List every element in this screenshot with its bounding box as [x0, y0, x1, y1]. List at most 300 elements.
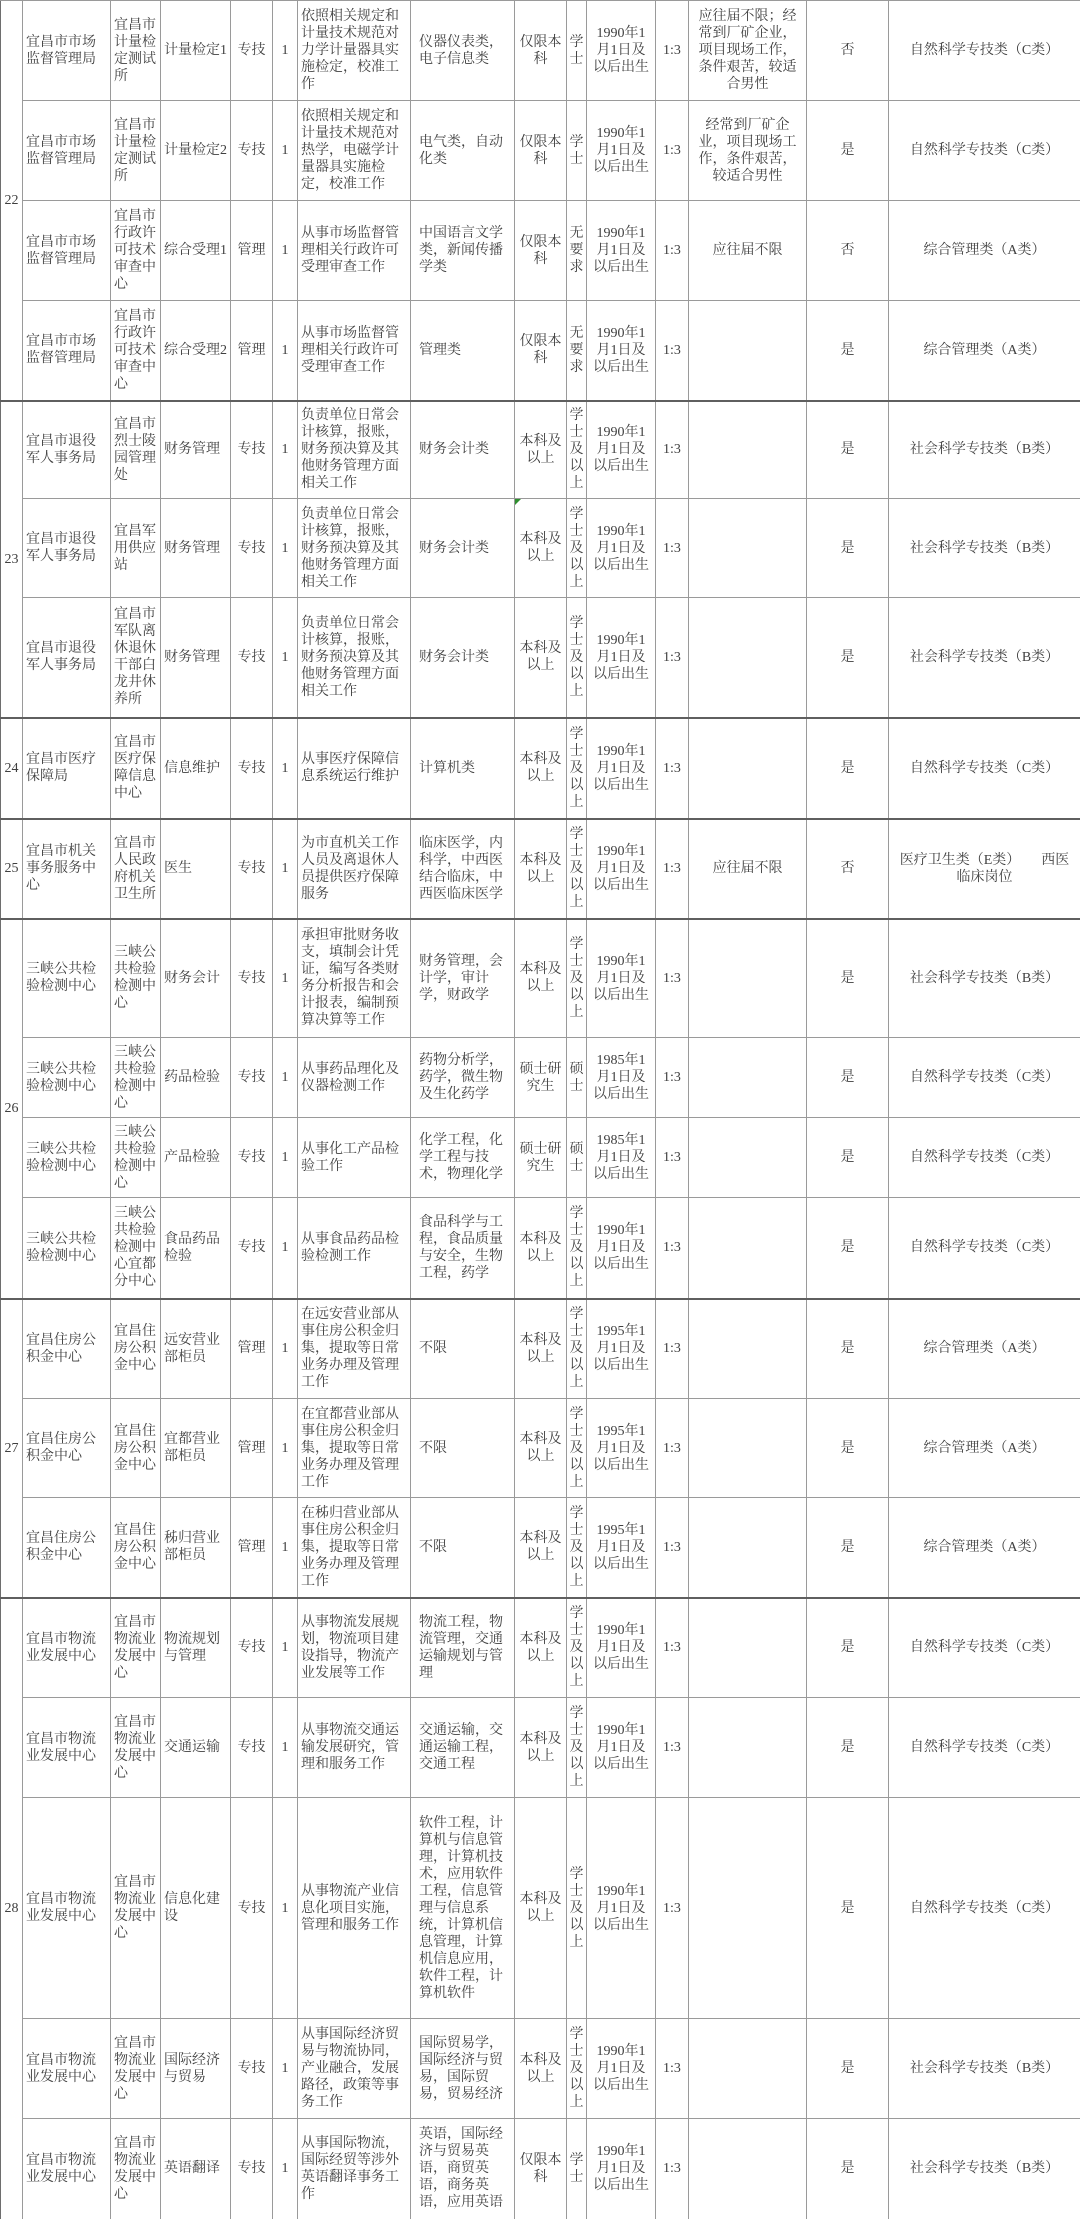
cell-other [689, 2119, 807, 2219]
cell-type: 专技 [231, 499, 273, 598]
table-row [1, 1399, 1080, 1498]
cell-pos: 信息化建设 [161, 1798, 231, 2019]
table-row [1, 1038, 1080, 1118]
cell-num: 1 [273, 201, 298, 301]
cell-degree: 学士及以上 [567, 2019, 587, 2119]
cell-birth: 1990年1月1日及以后出生 [587, 301, 656, 401]
cell-duty: 依照相关规定和计量技术规范对热学，电磁学计量器具实施检定，校准工作 [298, 101, 411, 201]
cell-major: 药物分析学，药学，微生物及生化药学 [411, 1038, 515, 1118]
cell-birth: 1995年1月1日及以后出生 [587, 1498, 656, 1598]
cell-edu: 本科及以上 [515, 1399, 567, 1498]
table-row [1, 401, 1080, 499]
cell-cat: 自然科学专技类（C类） [889, 1198, 1080, 1299]
cell-birth: 1990年1月1日及以后出生 [587, 819, 656, 919]
row-group-number: 28 [1, 1598, 23, 2219]
table-row [1, 1798, 1080, 2019]
cell-other: 应往届不限；经常到厂矿企业，项目现场工作，条件艰苦，较适合男性 [689, 1, 807, 101]
cell-unit: 宜昌市计量检定测试所 [111, 101, 161, 201]
cell-duty: 从事市场监督管理相关行政许可受理审查工作 [298, 301, 411, 401]
cell-major: 物流工程，物流管理，交通运输规划与管理 [411, 1598, 515, 1698]
cell-birth: 1990年1月1日及以后出生 [587, 401, 656, 499]
cell-num: 1 [273, 499, 298, 598]
cell-type: 管理 [231, 201, 273, 301]
cell-cat: 综合管理类（A类） [889, 1399, 1080, 1498]
cell-cat: 自然科学专技类（C类） [889, 1038, 1080, 1118]
cell-birth: 1990年1月1日及以后出生 [587, 1798, 656, 2019]
cell-edu: 本科及以上 [515, 499, 567, 598]
cell-edu: 本科及以上 [515, 598, 567, 718]
table-row [1, 1198, 1080, 1299]
cell-dept: 宜昌市机关事务服务中心 [23, 819, 111, 919]
cell-type: 专技 [231, 718, 273, 819]
cell-type: 专技 [231, 1118, 273, 1198]
cell-pos: 药品检验 [161, 1038, 231, 1118]
cell-pos: 财务管理 [161, 401, 231, 499]
cell-degree: 学士 [567, 101, 587, 201]
cell-pos: 秭归营业部柜员 [161, 1498, 231, 1598]
cell-num: 1 [273, 718, 298, 819]
cell-ratio: 1:3 [656, 1598, 689, 1698]
row-group-number: 24 [1, 718, 23, 819]
cell-num: 1 [273, 598, 298, 718]
cell-type: 管理 [231, 1498, 273, 1598]
cell-birth: 1990年1月1日及以后出生 [587, 2019, 656, 2119]
cell-pos: 远安营业部柜员 [161, 1299, 231, 1399]
cell-ratio: 1:3 [656, 1798, 689, 2019]
cell-duty: 从事物流产业信息化项目实施，管理和服务工作 [298, 1798, 411, 2019]
cell-dept: 宜昌市市场监督管理局 [23, 201, 111, 301]
cell-dept: 三峡公共检验检测中心 [23, 919, 111, 1038]
table-row [1, 1299, 1080, 1399]
cell-num: 1 [273, 1698, 298, 1798]
cell-num: 1 [273, 919, 298, 1038]
cell-dept: 宜昌市市场监督管理局 [23, 101, 111, 201]
cell-num: 1 [273, 401, 298, 499]
cell-num: 1 [273, 1, 298, 101]
cell-birth: 1995年1月1日及以后出生 [587, 1299, 656, 1399]
cell-duty: 在远安营业部从事住房公积金归集，提取等日常业务办理及管理工作 [298, 1299, 411, 1399]
cell-cat: 社会科学专技类（B类） [889, 919, 1080, 1038]
cell-pos: 宜都营业部柜员 [161, 1399, 231, 1498]
cell-dept: 三峡公共检验检测中心 [23, 1118, 111, 1198]
cell-other [689, 2019, 807, 2119]
cell-birth: 1985年1月1日及以后出生 [587, 1118, 656, 1198]
cell-type: 专技 [231, 919, 273, 1038]
cell-type: 专技 [231, 2019, 273, 2119]
table-row [1, 1498, 1080, 1598]
cell-unit: 三峡公共检验检测中心 [111, 1118, 161, 1198]
cell-type: 专技 [231, 401, 273, 499]
cell-num: 1 [273, 101, 298, 201]
cell-type: 专技 [231, 1198, 273, 1299]
cell-ratio: 1:3 [656, 919, 689, 1038]
cell-degree: 学士及以上 [567, 598, 587, 718]
cell-ratio: 1:3 [656, 1399, 689, 1498]
cell-flag: 是 [807, 2019, 889, 2119]
cell-other [689, 919, 807, 1038]
cell-major: 计算机类 [411, 718, 515, 819]
cell-ratio: 1:3 [656, 301, 689, 401]
cell-num: 1 [273, 2019, 298, 2119]
table-row [1, 1698, 1080, 1798]
cell-num: 1 [273, 1118, 298, 1198]
cell-flag: 是 [807, 1498, 889, 1598]
cell-birth: 1990年1月1日及以后出生 [587, 1198, 656, 1299]
cell-unit: 宜昌市行政许可技术审查中心 [111, 301, 161, 401]
cell-duty: 负责单位日常会计核算，报账，财务预决算及其他财务管理方面相关工作 [298, 598, 411, 718]
cell-other [689, 1598, 807, 1698]
cell-edu: 硕士研究生 [515, 1118, 567, 1198]
cell-dept: 宜昌市医疗保障局 [23, 718, 111, 819]
cell-unit: 宜昌市物流业发展中心 [111, 1598, 161, 1698]
cell-unit: 三峡公共检验检测中心宜都分中心 [111, 1198, 161, 1299]
cell-dept: 宜昌市退役军人事务局 [23, 598, 111, 718]
cell-dept: 宜昌市物流业发展中心 [23, 1598, 111, 1698]
cell-birth: 1985年1月1日及以后出生 [587, 1038, 656, 1118]
cell-dept: 三峡公共检验检测中心 [23, 1198, 111, 1299]
cell-birth: 1990年1月1日及以后出生 [587, 201, 656, 301]
cell-num: 1 [273, 1038, 298, 1118]
cell-degree: 学士及以上 [567, 919, 587, 1038]
cell-major: 财务会计类 [411, 499, 515, 598]
cell-duty: 负责单位日常会计核算，报账，财务预决算及其他财务管理方面相关工作 [298, 499, 411, 598]
cell-flag: 是 [807, 1299, 889, 1399]
cell-ratio: 1:3 [656, 201, 689, 301]
cell-other [689, 1198, 807, 1299]
cell-edu: 仅限本科 [515, 2119, 567, 2219]
cell-dept: 宜昌住房公积金中心 [23, 1299, 111, 1399]
table-row [1, 499, 1080, 598]
cell-birth: 1990年1月1日及以后出生 [587, 101, 656, 201]
cell-degree: 学士 [567, 1, 587, 101]
table-row [1, 101, 1080, 201]
cell-other [689, 1299, 807, 1399]
cell-other [689, 1698, 807, 1798]
cell-pos: 英语翻译 [161, 2119, 231, 2219]
cell-other [689, 401, 807, 499]
cell-duty: 从事物流交通运输发展研究，管理和服务工作 [298, 1698, 411, 1798]
cell-unit: 三峡公共检验检测中心 [111, 919, 161, 1038]
cell-pos: 财务管理 [161, 598, 231, 718]
cell-edu: 本科及以上 [515, 1698, 567, 1798]
cell-other [689, 718, 807, 819]
cell-edu: 本科及以上 [515, 401, 567, 499]
cell-unit: 宜昌市行政许可技术审查中心 [111, 201, 161, 301]
cell-ratio: 1:3 [656, 598, 689, 718]
cell-birth: 1990年1月1日及以后出生 [587, 1598, 656, 1698]
cell-other [689, 1038, 807, 1118]
table-row [1, 201, 1080, 301]
table-row [1, 819, 1080, 919]
cell-major: 食品科学与工程，食品质量与安全，生物工程，药学 [411, 1198, 515, 1299]
cell-flag: 是 [807, 1198, 889, 1299]
cell-ratio: 1:3 [656, 499, 689, 598]
cell-cat: 自然科学专技类（C类） [889, 1798, 1080, 2019]
cell-dept: 宜昌市退役军人事务局 [23, 401, 111, 499]
cell-flag: 是 [807, 598, 889, 718]
cell-degree: 学士及以上 [567, 1798, 587, 2019]
cell-flag: 是 [807, 499, 889, 598]
cell-cat: 自然科学专技类（C类） [889, 1, 1080, 101]
cell-edu: 本科及以上 [515, 718, 567, 819]
cell-degree: 学士及以上 [567, 1299, 587, 1399]
cell-pos: 物流规划与管理 [161, 1598, 231, 1698]
cell-edu: 仅限本科 [515, 301, 567, 401]
cell-degree: 学士及以上 [567, 499, 587, 598]
cell-major: 电气类，自动化类 [411, 101, 515, 201]
cell-other [689, 1118, 807, 1198]
cell-flag: 是 [807, 1118, 889, 1198]
cell-ratio: 1:3 [656, 1, 689, 101]
cell-major: 化学工程，化学工程与技术，物理化学 [411, 1118, 515, 1198]
cell-major: 仪器仪表类，电子信息类 [411, 1, 515, 101]
cell-duty: 从事食品药品检验检测工作 [298, 1198, 411, 1299]
table-row [1, 2119, 1080, 2219]
cell-edu: 本科及以上 [515, 1798, 567, 2019]
cell-other [689, 1798, 807, 2019]
cell-birth: 1990年1月1日及以后出生 [587, 1, 656, 101]
cell-duty: 从事国际经济贸易与物流协同，产业融合，发展路径，政策等事务工作 [298, 2019, 411, 2119]
cell-major: 不限 [411, 1299, 515, 1399]
cell-num: 1 [273, 1598, 298, 1698]
cell-major: 中国语言文学类，新闻传播学类 [411, 201, 515, 301]
cell-degree: 硕士 [567, 1118, 587, 1198]
cell-unit: 宜昌住房公积金中心 [111, 1498, 161, 1598]
cell-duty: 在秭归营业部从事住房公积金归集，提取等日常业务办理及管理工作 [298, 1498, 411, 1598]
cell-birth: 1995年1月1日及以后出生 [587, 1399, 656, 1498]
cell-ratio: 1:3 [656, 101, 689, 201]
cell-edu: 本科及以上 [515, 2019, 567, 2119]
table-row [1, 718, 1080, 819]
cell-num: 1 [273, 1399, 298, 1498]
cell-unit: 宜昌市军队离休退休干部白龙井休养所 [111, 598, 161, 718]
cell-cat: 社会科学专技类（B类） [889, 2019, 1080, 2119]
cell-ratio: 1:3 [656, 401, 689, 499]
cell-pos: 计量检定2 [161, 101, 231, 201]
cell-dept: 宜昌住房公积金中心 [23, 1498, 111, 1598]
cell-cat: 综合管理类（A类） [889, 301, 1080, 401]
row-group-number: 26 [1, 919, 23, 1299]
table-body [1, 1, 1080, 2219]
cell-type: 专技 [231, 1798, 273, 2019]
cell-flag: 否 [807, 201, 889, 301]
cell-duty: 为市直机关工作人员及离退休人员提供医疗保障服务 [298, 819, 411, 919]
cell-dept: 宜昌市市场监督管理局 [23, 1, 111, 101]
cell-unit: 宜昌市物流业发展中心 [111, 1798, 161, 2019]
cell-unit: 宜昌军用供应站 [111, 499, 161, 598]
cell-unit: 宜昌市人民政府机关卫生所 [111, 819, 161, 919]
table-row [1, 301, 1080, 401]
cell-cat: 自然科学专技类（C类） [889, 1698, 1080, 1798]
cell-pos: 财务会计 [161, 919, 231, 1038]
cell-pos: 综合受理2 [161, 301, 231, 401]
cell-cat: 综合管理类（A类） [889, 1498, 1080, 1598]
cell-type: 管理 [231, 1299, 273, 1399]
cell-num: 1 [273, 1798, 298, 2019]
cell-type: 专技 [231, 101, 273, 201]
row-group-number: 25 [1, 819, 23, 919]
cell-unit: 宜昌市物流业发展中心 [111, 2119, 161, 2219]
cell-cat: 社会科学专技类（B类） [889, 401, 1080, 499]
cell-major: 财务会计类 [411, 598, 515, 718]
cell-birth: 1990年1月1日及以后出生 [587, 2119, 656, 2219]
cell-ratio: 1:3 [656, 1118, 689, 1198]
cell-cat: 社会科学专技类（B类） [889, 499, 1080, 598]
cell-duty: 从事医疗保障信息系统运行维护 [298, 718, 411, 819]
cell-duty: 负责单位日常会计核算，报账，财务预决算及其他财务管理方面相关工作 [298, 401, 411, 499]
table-row [1, 2019, 1080, 2119]
cell-pos: 计量检定1 [161, 1, 231, 101]
cell-major: 不限 [411, 1399, 515, 1498]
cell-flag: 是 [807, 401, 889, 499]
table-row [1, 919, 1080, 1038]
cell-flag: 是 [807, 718, 889, 819]
cell-degree: 学士及以上 [567, 1399, 587, 1498]
cell-flag: 是 [807, 101, 889, 201]
cell-edu: 硕士研究生 [515, 1038, 567, 1118]
cell-num: 1 [273, 301, 298, 401]
cell-degree: 学士及以上 [567, 1598, 587, 1698]
cell-major: 国际贸易学，国际经济与贸易，国际贸易，贸易经济 [411, 2019, 515, 2119]
cell-pos: 交通运输 [161, 1698, 231, 1798]
cell-edu: 本科及以上 [515, 1198, 567, 1299]
cell-edu: 本科及以上 [515, 819, 567, 919]
cell-num: 1 [273, 2119, 298, 2219]
cell-pos: 财务管理 [161, 499, 231, 598]
cell-degree: 学士及以上 [567, 819, 587, 919]
cell-major: 交通运输，交通运输工程，交通工程 [411, 1698, 515, 1798]
cell-dept: 宜昌市物流业发展中心 [23, 1798, 111, 2019]
cell-birth: 1990年1月1日及以后出生 [587, 718, 656, 819]
cell-type: 专技 [231, 1038, 273, 1118]
cell-degree: 学士及以上 [567, 1198, 587, 1299]
cell-unit: 宜昌市医疗保障信息中心 [111, 718, 161, 819]
table-row [1, 1, 1080, 101]
cell-dept: 宜昌市物流业发展中心 [23, 2119, 111, 2219]
cell-cat: 社会科学专技类（B类） [889, 598, 1080, 718]
cell-type: 专技 [231, 819, 273, 919]
cell-flag: 否 [807, 819, 889, 919]
cell-pos: 产品检验 [161, 1118, 231, 1198]
cell-flag: 是 [807, 1038, 889, 1118]
cell-flag: 是 [807, 1798, 889, 2019]
cell-ratio: 1:3 [656, 718, 689, 819]
cell-ratio: 1:3 [656, 2119, 689, 2219]
cell-degree: 无要求 [567, 201, 587, 301]
row-group-number: 27 [1, 1299, 23, 1598]
cell-birth: 1990年1月1日及以后出生 [587, 1698, 656, 1798]
cell-edu: 仅限本科 [515, 201, 567, 301]
cell-edu: 本科及以上 [515, 919, 567, 1038]
cell-dept: 宜昌市物流业发展中心 [23, 2019, 111, 2119]
cell-cat: 社会科学专技类（B类） [889, 2119, 1080, 2219]
cell-flag: 否 [807, 1, 889, 101]
cell-flag: 是 [807, 919, 889, 1038]
cell-pos: 信息维护 [161, 718, 231, 819]
cell-degree: 硕士 [567, 1038, 587, 1118]
cell-degree: 学士及以上 [567, 718, 587, 819]
cell-birth: 1990年1月1日及以后出生 [587, 499, 656, 598]
cell-flag: 是 [807, 1399, 889, 1498]
cell-dept: 宜昌市物流业发展中心 [23, 1698, 111, 1798]
cell-unit: 三峡公共检验检测中心 [111, 1038, 161, 1118]
cell-type: 专技 [231, 1698, 273, 1798]
cell-dept: 三峡公共检验检测中心 [23, 1038, 111, 1118]
cell-other [689, 598, 807, 718]
cell-other: 经常到厂矿企业，项目现场工作，条件艰苦，较适合男性 [689, 101, 807, 201]
table-row [1, 598, 1080, 718]
cell-ratio: 1:3 [656, 1498, 689, 1598]
cell-cat: 综合管理类（A类） [889, 1299, 1080, 1399]
cell-major: 英语，国际经济与贸易英语，商贸英语，商务英语，应用英语 [411, 2119, 515, 2219]
cell-duty: 从事国际物流，国际经贸等涉外英语翻译事务工作 [298, 2119, 411, 2219]
cell-major: 财务会计类 [411, 401, 515, 499]
cell-unit: 宜昌市物流业发展中心 [111, 2019, 161, 2119]
row-group-number: 22 [1, 1, 23, 401]
cell-major: 管理类 [411, 301, 515, 401]
cell-degree: 学士及以上 [567, 401, 587, 499]
cell-pos: 综合受理1 [161, 201, 231, 301]
cell-dept: 宜昌市市场监督管理局 [23, 301, 111, 401]
cell-pos: 医生 [161, 819, 231, 919]
cell-num: 1 [273, 1198, 298, 1299]
cell-pos: 国际经济与贸易 [161, 2019, 231, 2119]
cell-flag: 是 [807, 1598, 889, 1698]
cell-type: 专技 [231, 598, 273, 718]
cell-num: 1 [273, 1498, 298, 1598]
cell-other [689, 499, 807, 598]
cell-duty: 依照相关规定和计量技术规范对力学计量器具实施检定，校准工作 [298, 1, 411, 101]
cell-edu: 仅限本科 [515, 101, 567, 201]
cell-pos: 食品药品检验 [161, 1198, 231, 1299]
cell-major: 临床医学，内科学，中西医结合临床，中西医临床医学 [411, 819, 515, 919]
cell-ratio: 1:3 [656, 819, 689, 919]
cell-num: 1 [273, 1299, 298, 1399]
cell-type: 管理 [231, 301, 273, 401]
cell-ratio: 1:3 [656, 1038, 689, 1118]
cell-edu: 本科及以上 [515, 1299, 567, 1399]
cell-dept: 宜昌住房公积金中心 [23, 1399, 111, 1498]
cell-flag: 是 [807, 2119, 889, 2219]
cell-dept: 宜昌市退役军人事务局 [23, 499, 111, 598]
cell-ratio: 1:3 [656, 1698, 689, 1798]
cell-type: 专技 [231, 2119, 273, 2219]
cell-duty: 在宜都营业部从事住房公积金归集，提取等日常业务办理及管理工作 [298, 1399, 411, 1498]
cell-major: 财务管理，会计学，审计学，财政学 [411, 919, 515, 1038]
cell-major: 不限 [411, 1498, 515, 1598]
cell-cat: 自然科学专技类（C类） [889, 101, 1080, 201]
cell-ratio: 1:3 [656, 1198, 689, 1299]
cell-other [689, 1399, 807, 1498]
cell-unit: 宜昌市物流业发展中心 [111, 1698, 161, 1798]
cell-degree: 学士及以上 [567, 1498, 587, 1598]
cell-cat: 自然科学专技类（C类） [889, 1118, 1080, 1198]
cell-major: 软件工程，计算机与信息管理，计算机技术，应用软件工程，信息管理与信息系统，计算机信息管理，计算机信息应用，软件工程，计算机软件 [411, 1798, 515, 2019]
cell-duty: 从事化工产品检验工作 [298, 1118, 411, 1198]
cell-type: 专技 [231, 1, 273, 101]
cell-duty: 从事药品理化及仪器检测工作 [298, 1038, 411, 1118]
cell-edu: 本科及以上 [515, 1498, 567, 1598]
cell-unit: 宜昌市计量检定测试所 [111, 1, 161, 101]
cell-other [689, 301, 807, 401]
cell-other [689, 1498, 807, 1598]
cell-other: 应往届不限 [689, 201, 807, 301]
cell-unit: 宜昌市烈士陵园管理处 [111, 401, 161, 499]
cell-other: 应往届不限 [689, 819, 807, 919]
cell-cat: 医疗卫生类（E类） 西医临床岗位 [889, 819, 1080, 919]
cell-flag: 是 [807, 1698, 889, 1798]
cell-duty: 从事物流发展规划，物流项目建设指导，物流产业发展等工作 [298, 1598, 411, 1698]
